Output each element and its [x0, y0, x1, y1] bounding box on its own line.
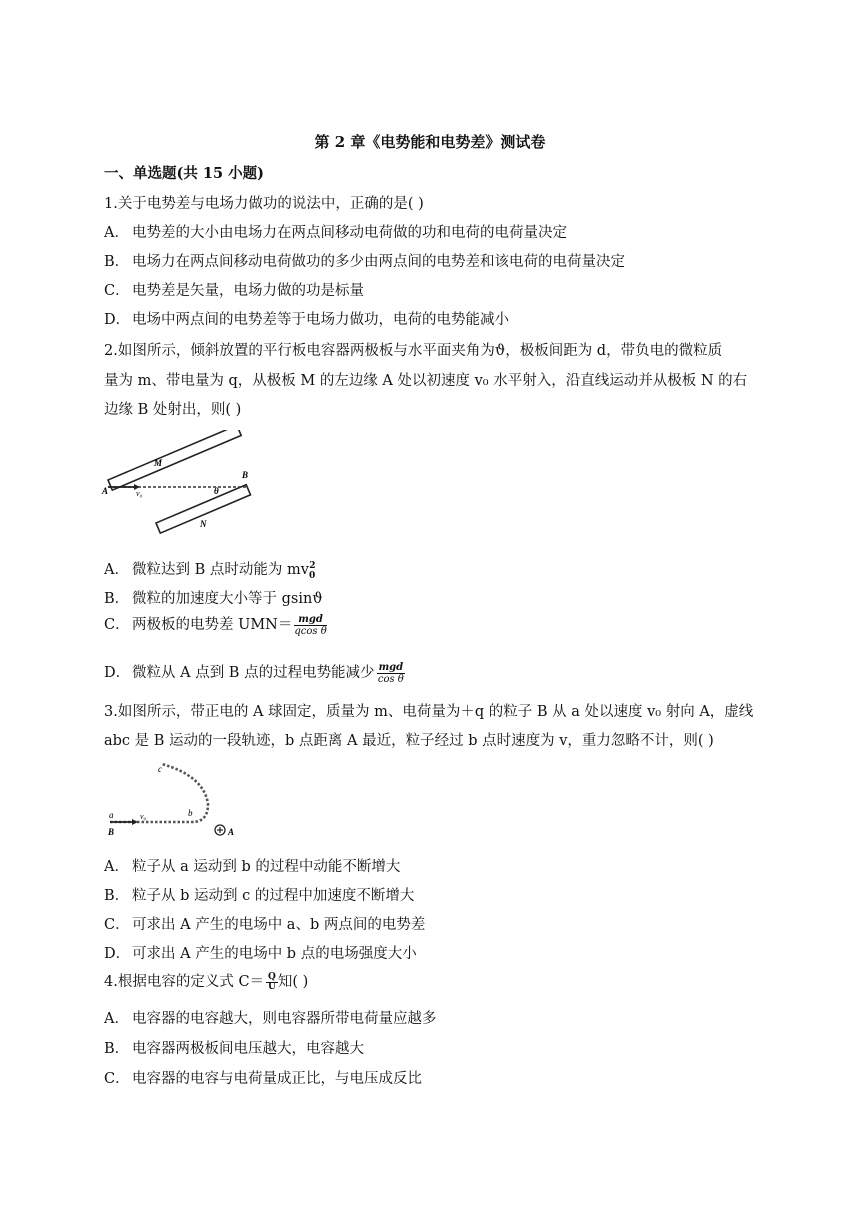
q3-option-d: D． 可求出 A 产生的电场中 b 点的电场强度大小 — [104, 946, 417, 962]
q2-option-c: C． 两极板的电势差 UMN＝ $\frac{\text{mgd}}{\text{qcos θ}}$ — [104, 613, 327, 637]
q2-option-d: D． 微粒从 A 点到 B 点的过程电势能减少 $\frac{\text{mgd}}{\text{cos θ}}$ — [104, 661, 404, 685]
label-c-point: c — [158, 764, 162, 774]
label-theta: θ — [214, 486, 219, 496]
label-v0-3: v₀ — [140, 812, 147, 821]
q2-stem-line3: 边缘 B 处射出，则( ) — [104, 402, 242, 418]
q2-d-fraction: $\frac{\text{mgd}}{\text{cos θ}}$ — [377, 661, 404, 685]
q2-stem-line1: 2.如图所示，倾斜放置的平行板电容器两极板与水平面夹角为ϑ，极板间距为 d，带负电的微粒质 — [104, 343, 723, 359]
section-heading: 一、单选题(共 15 小题) — [104, 165, 264, 182]
label-a-point: a — [109, 810, 114, 820]
trajectory-figure — [100, 756, 250, 846]
q3-option-c: C． 可求出 A 产生的电场中 a、b 两点间的电势差 — [104, 917, 426, 933]
q3-stem-line2: abc 是 B 运动的一段轨迹，b 点距离 A 最近，粒子经过 b 点时速度为 v，重力忽略不计，则( ) — [104, 733, 714, 749]
q2-stem-line2: 量为 m、带电量为 q，从极板 M 的左边缘 A 处以初速度 v₀ 水平射入，沿直线运动并从极板 N 的右 — [104, 373, 748, 389]
label-n: N — [200, 519, 207, 529]
q2-c-fraction: $\frac{\text{mgd}}{\text{qcos θ}}$ — [294, 613, 327, 637]
q1-stem: 1.关于电势差与电场力做功的说法中，正确的是( ) — [104, 196, 424, 212]
q3-stem-line1: 3.如图所示，带正电的 A 球固定，质量为 m、电荷量为＋q 的粒子 B 从 a 处以速度 v₀ 射向 A，虚线 — [104, 704, 754, 720]
q4-fraction: $\frac{Q}{U}$ — [268, 971, 276, 992]
q4-stem: 4.根据电容的定义式 C＝ $\frac{Q}{U}$ 知( ) — [104, 971, 309, 992]
label-particle-b: B — [108, 827, 115, 837]
capacitor-figure — [100, 430, 260, 540]
q1-option-a: A． 电势差的大小由电场力在两点间移动电荷做的功和电荷的电荷量决定 — [104, 225, 567, 241]
q3-option-a: A． 粒子从 a 运动到 b 的过程中动能不断增大 — [104, 859, 401, 875]
q4-option-b: B． 电容器两极板间电压越大，电容越大 — [104, 1041, 364, 1057]
q4-option-a: A． 电容器的电容越大，则电容器所带电荷量应越多 — [104, 1011, 437, 1027]
page-title: 第 2 章《电势能和电势差》测试卷 — [314, 133, 546, 151]
q1-option-d: D． 电场中两点间的电势差等于电场力做功，电荷的电势能减小 — [104, 312, 509, 328]
label-b: B — [242, 470, 249, 480]
q1-option-c: C． 电势差是矢量，电场力做的功是标量 — [104, 283, 364, 299]
q4-option-c: C． 电容器的电容与电荷量成正比，与电压成反比 — [104, 1071, 422, 1087]
q3-option-b: B． 粒子从 b 运动到 c 的过程中加速度不断增大 — [104, 888, 415, 904]
q1-option-b: B． 电场力在两点间移动电荷做功的多少由两点间的电势差和该电荷的电荷量决定 — [104, 254, 625, 270]
q2-option-a: A． 微粒达到 B 点时动能为 $mv_0^2$ — [104, 561, 316, 581]
label-ball-a: A — [228, 827, 235, 837]
q2-option-b: B． 微粒的加速度大小等于 gsinϑ — [104, 591, 323, 607]
label-v0: v₀ — [136, 489, 143, 498]
label-b-point: b — [188, 808, 193, 818]
label-m: M — [154, 458, 163, 468]
label-a: A — [102, 486, 109, 496]
